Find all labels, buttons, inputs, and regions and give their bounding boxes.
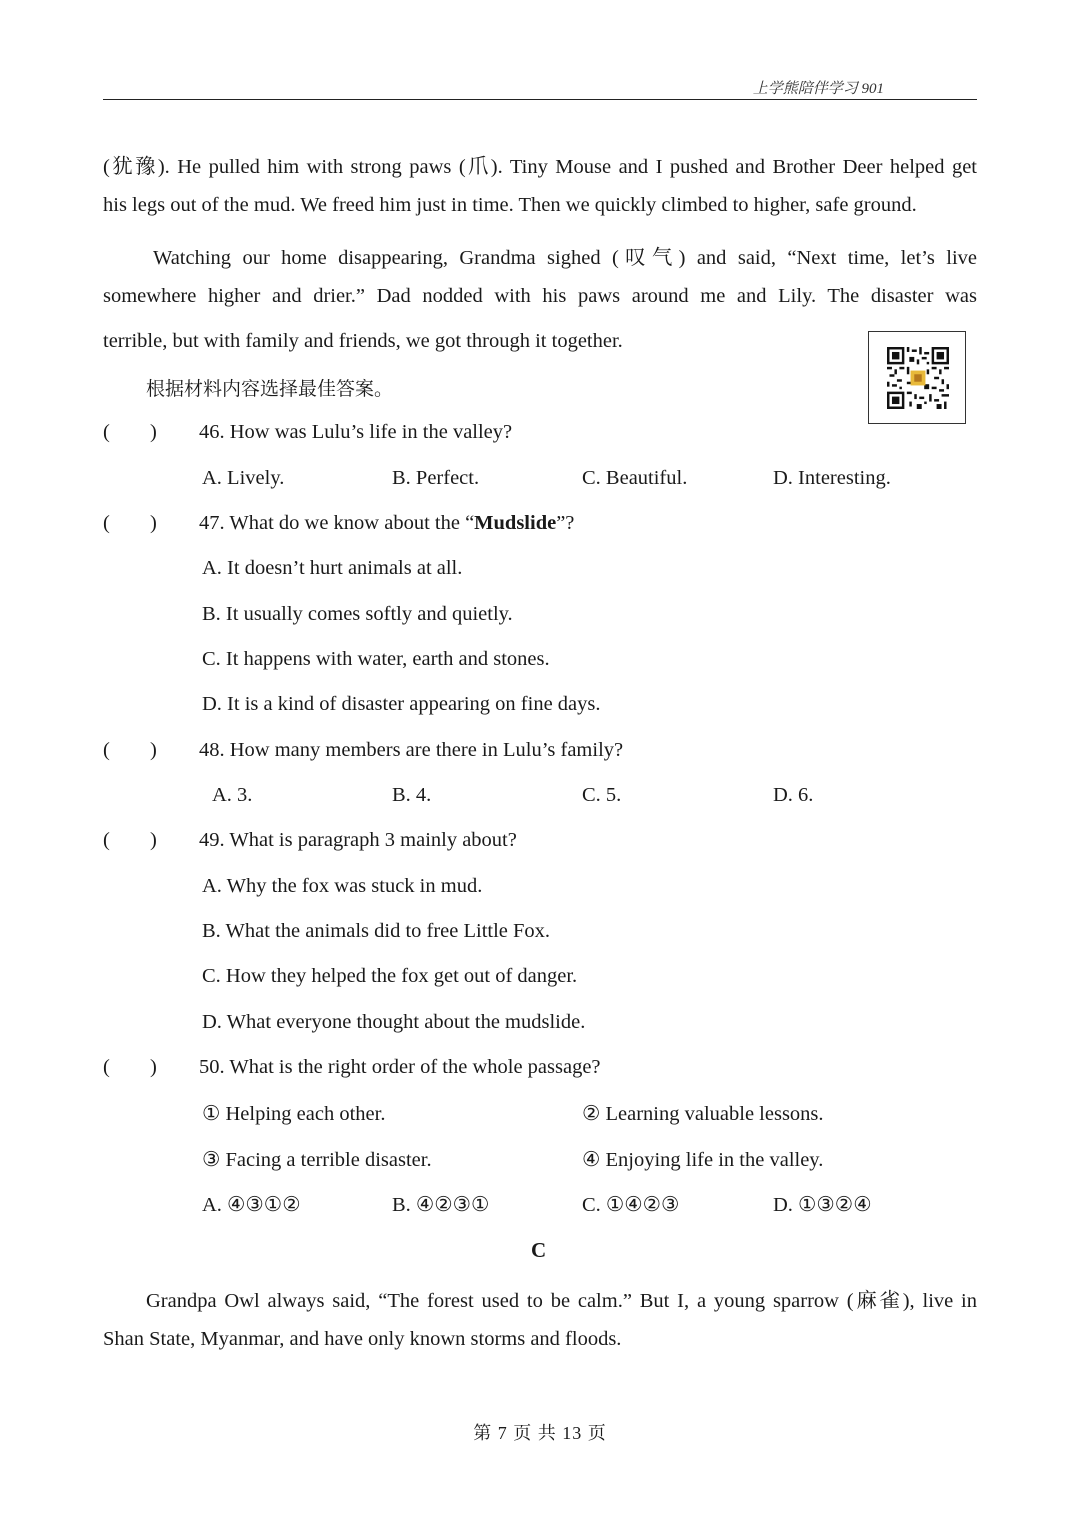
question-47	[199, 512, 574, 535]
q49-option-d[interactable]: D. What everyone thought about the mudslide.	[202, 1011, 586, 1033]
header-rule	[103, 99, 977, 100]
q49-option-a[interactable]: A. Why the fox was stuck in mud.	[202, 875, 483, 897]
q47-option-b[interactable]: B. It usually comes softly and quietly.	[202, 603, 513, 625]
q49-option-b[interactable]: B. What the animals did to free Little Fox.	[202, 920, 551, 942]
q46-option-b[interactable]: B. Perfect.	[392, 467, 480, 489]
q48-option-a[interactable]: A. 3.	[212, 784, 253, 806]
question-50: 50. What is the right order of the whole passage?	[199, 1056, 601, 1078]
q50-option-b[interactable]: B. ④②③①	[392, 1194, 490, 1216]
passage-line: (犹豫). He pulled him with strong paws (爪). Tiny Mouse and I pushed and Brother Deer helped get	[103, 156, 977, 178]
q47-option-a[interactable]: A. It doesn’t hurt animals at all.	[202, 557, 463, 579]
question-49: 49. What is paragraph 3 mainly about?	[199, 829, 517, 851]
answer-paren-open: (	[103, 829, 110, 851]
q47-option-c[interactable]: C. It happens with water, earth and stones.	[202, 648, 550, 670]
answer-paren-open: (	[103, 421, 110, 443]
passage-line: Grandpa Owl always said, “The forest used to be calm.” But I, a young sparrow (麻雀), live in	[146, 1290, 977, 1312]
passage-line: his legs out of the mud. We freed him just in time. Then we quickly climbed to higher, safe ground.	[103, 194, 917, 216]
header-text: 上学熊陪伴学习 901	[752, 81, 884, 97]
answer-paren-open: (	[103, 739, 110, 761]
question-47-suffix: ”?	[556, 512, 575, 534]
passage-line: Watching our home disappearing, Grandma sighed (叹气) and said, “Next time, let’s live	[153, 247, 977, 269]
answer-paren-open: (	[103, 512, 110, 534]
q46-option-c[interactable]: C. Beautiful.	[582, 467, 688, 489]
q50-statement-2: ② Learning valuable lessons.	[582, 1103, 824, 1125]
page-number: 第 7 页 共 13 页	[473, 1423, 607, 1443]
q50-option-a[interactable]: A. ④③①②	[202, 1194, 301, 1216]
q46-option-d[interactable]: D. Interesting.	[773, 467, 891, 489]
answer-paren-close: )	[150, 1056, 157, 1078]
section-title: C	[531, 1238, 547, 1262]
q50-statement-1: ① Helping each other.	[202, 1103, 386, 1125]
q48-option-d[interactable]: D. 6.	[773, 784, 814, 806]
q50-option-c[interactable]: C. ①④②③	[582, 1194, 680, 1216]
q48-option-b[interactable]: B. 4.	[392, 784, 432, 806]
keyword-mudslide: Mudslide	[474, 512, 557, 534]
passage-line: Shan State, Myanmar, and have only known storms and floods.	[103, 1328, 622, 1350]
qr-code[interactable]	[868, 331, 966, 424]
answer-paren-close: )	[150, 739, 157, 761]
answer-paren-close: )	[150, 829, 157, 851]
question-48: 48. How many members are there in Lulu’s family?	[199, 739, 624, 761]
q47-option-d[interactable]: D. It is a kind of disaster appearing on fine days.	[202, 693, 601, 715]
q50-statement-4: ④ Enjoying life in the valley.	[582, 1149, 824, 1171]
instruction: 根据材料内容选择最佳答案。	[146, 378, 394, 400]
question-47-prefix: 47. What do we know about the “	[199, 512, 475, 534]
q46-option-a[interactable]: A. Lively.	[202, 467, 285, 489]
answer-paren-open: (	[103, 1056, 110, 1078]
q49-option-c[interactable]: C. How they helped the fox get out of danger.	[202, 965, 578, 987]
passage-line: somewhere higher and drier.” Dad nodded with his paws around me and Lily. The disaster was	[103, 285, 977, 307]
answer-paren-close: )	[150, 512, 157, 534]
q48-option-c[interactable]: C. 5.	[582, 784, 622, 806]
qr-code-icon	[887, 347, 949, 409]
q50-option-d[interactable]: D. ①③②④	[773, 1194, 872, 1216]
answer-paren-close: )	[150, 421, 157, 443]
passage-line: terrible, but with family and friends, we got through it together.	[103, 330, 623, 352]
question-46: 46. How was Lulu’s life in the valley?	[199, 421, 513, 443]
q50-statement-3: ③ Facing a terrible disaster.	[202, 1149, 432, 1171]
